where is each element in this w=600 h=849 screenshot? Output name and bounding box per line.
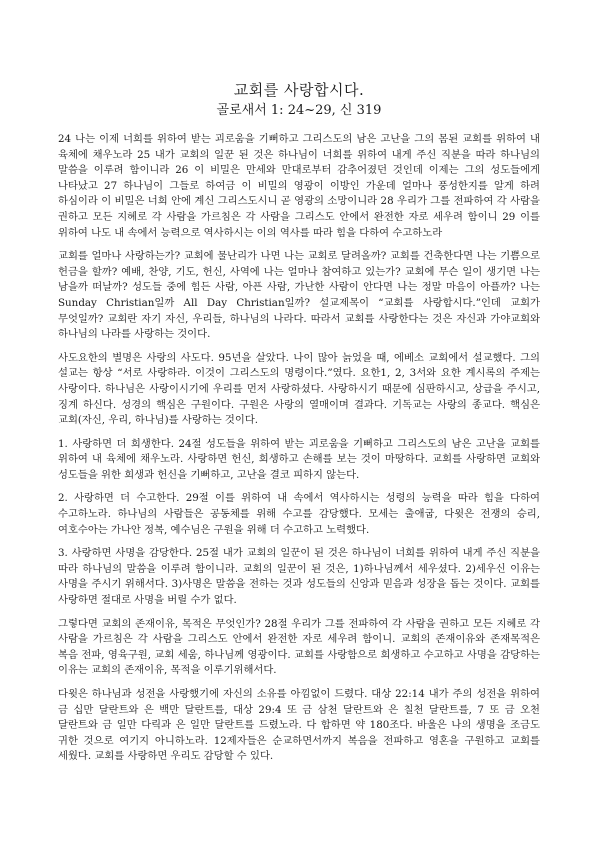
point-3-paragraph: 3. 사랑하면 사명을 감당한다. 25절 내가 교회의 일꾼이 된 것은 하나님이 너희를 위하여 내게 주신 직분을 따라 하나님의 말씀을 이루려 함이니라. 교회의 일꾼이 된 것은, 1)하나님께서 세우셨다. 2)세우신 이유는 사명을 주시기 위해서다. 3)사명은 말씀을 전하는 것과 성도들의 신앙과 믿음과 성장을 돕는 것이다. 교회를 사랑하면 절대로 사명을 버릴 수가 없다.: [58, 547, 540, 607]
body-paragraph: 교회를 얼마나 사랑하는가? 교회에 물난리가 나면 나는 교회로 달려올까? 교회를 건축한다면 나는 기쁨으로 헌금을 할까? 예배, 찬양, 기도, 헌신, 사역에 나는 얼마나 참여하고 있는가? 교회에 무슨 일이 생기면 나는 남을까 떠날까? 성도들 중에 힘든 사람, 아픈 사람, 가난한 사람이 안다면 나는 정말 마음이 아플까? 나는 Sunday Christian일까 All Day Christian일까? 설교제목이 “교회를 사랑합시다.”인데 교회가 무엇일까? 교회란 자기 자신, 우리들, 하나님의 나라다. 따라서 교회를 사랑한다는 것은 자신과 가야교회와 하나님의 나라를 사랑하는 것이다.: [58, 250, 540, 341]
point-1-paragraph: 1. 사랑하면 더 희생한다. 24절 성도들을 위하여 받는 괴로움을 기뻐하고 그리스도의 남은 고난을 교회를 위하여 내 육체에 채우노라. 사랑하면 헌신, 희생하고 손해를 보는 것이 마땅하다. 교회를 사랑하면 교회와 성도들을 위한 희생과 헌신을 기뻐하고, 고난을 결코 피하지 않는다.: [58, 437, 540, 481]
body-paragraph: 그렇다면 교회의 존재이유, 목적은 무엇인가? 28절 우리가 그를 전파하여 각 사람을 권하고 모든 지혜로 각 사람을 가르침은 각 사람을 그리스도 안에서 완전한 자로 세우려 함이니. 교회의 존재이유와 존재목적은 복음 전파, 영육구원, 교회 세움, 하나님께 영광이다. 교회를 사랑함으로 희생하고 수고하고 사명을 감당하는 이유는 교회의 존재이유, 목적을 이루기위해서다.: [58, 617, 540, 677]
point-2-paragraph: 2. 사랑하면 더 수고한다. 29절 이를 위하여 내 속에서 역사하시는 성령의 능력을 따라 힘을 다하여 수고하노라. 하나님의 사람들은 공동체를 위해 수고를 감당했다. 모세는 출애굽, 다윗은 전쟁의 승리, 여호수아는 가나안 정복, 예수님은 구원을 위해 더 수고하고 노력했다.: [58, 492, 540, 536]
scripture-reference: 골로새서 1: 24~29, 신 319: [216, 103, 382, 118]
document-title: 교회를 사랑합시다.: [233, 81, 365, 99]
body-paragraph: 사도요한의 별명은 사랑의 사도다. 95년을 살았다. 나이 많아 늙었을 때, 에베소 교회에서 설교했다. 그의 설교는 항상 “서로 사랑하라. 이것이 그리스도의 명령이다.”였다. 요한1, 2, 3서와 요한 계시록의 주제는 사랑이다. 하나님은 사랑이시기에 우리를 먼저 사랑하셨다. 사랑하시기 때문에 심판하시고, 상급을 주시고, 징계 하신다. 성경의 핵심은 구원이다. 구원은 사랑의 열매이며 결과다. 기독교는 사랑의 종교다. 핵심은 교회(자신, 우리, 하나님)를 사랑하는 것이다.: [58, 351, 540, 427]
scripture-passage: 24 나는 이제 너희를 위하여 받는 괴로움을 기뻐하고 그리스도의 남은 고난을 그의 몸된 교회를 위하여 내 육체에 채우노라 25 내가 교회의 일꾼 된 것은 하나님이 너희를 위하여 내게 주신 직분을 따라 하나님의 말씀을 이루려 함이니라 26 이 비밀은 만세와 만대로부터 감추어졌던 것인데 이제는 그의 성도들에게 나타났고 27 하나님이 그들로 하여금 이 비밀의 영광이 이방인 가운데 얼마나 풍성한지를 알게 하려 하심이라 이 비밀은 너희 안에 계신 그리스도시니 곧 영광의 소망이니라 28 우리가 그를 전파하여 각 사람을 권하고 모든 지혜로 각 사람을 가르침은 각 사람을 그리스도 안에서 완전한 자로 세우려 함이니 29 이를 위하여 나도 내 속에서 능력으로 역사하시는 이의 역사를 따라 힘을 다하여 수고하노라: [58, 133, 540, 239]
closing-paragraph: 다윗은 하나님과 성전을 사랑했기에 자신의 소유를 아낌없이 드렸다. 대상 22:14 내가 주의 성전을 위하여 금 십만 달란트와 은 백만 달란트를, 대상 29:4 또 금 삼천 달란트와 은 칠천 달란트를, 7 또 금 오천 달란트와 금 일만 다릭과 은 일만 달란트를 드렸노라. 다 합하면 약 180조다. 바울은 나의 생명을 조금도 귀한 것으로 여기지 아니하노라. 12제자들은 순교하면서까지 복음을 전파하고 영혼을 구원하고 교회를 세웠다. 교회를 사랑하면 우리도 감당할 수 있다.: [58, 688, 540, 763]
document-page: [58, 80, 540, 773]
